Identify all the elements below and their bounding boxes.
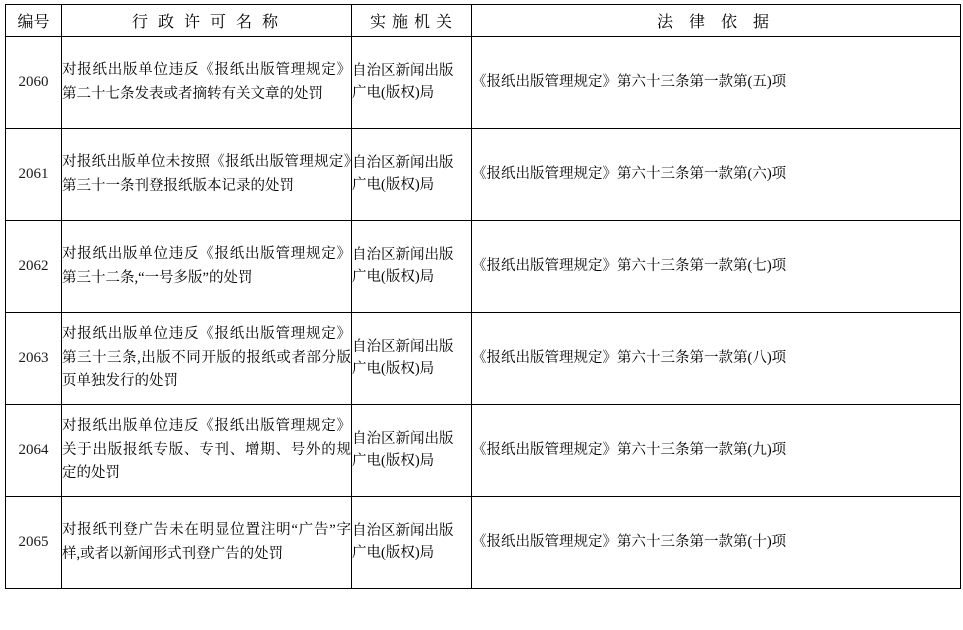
organization-line-2: 广电(版权)局 <box>352 268 435 285</box>
organization-line-2: 广电(版权)局 <box>352 452 435 469</box>
table-row <box>6 313 961 405</box>
cell-organization <box>352 313 472 405</box>
table-header-row <box>6 5 961 37</box>
cell-id: 2065 <box>6 497 62 589</box>
cell-license-name: 对报纸出版单位违反《报纸出版管理规定》第二十七条发表或者摘转有关文章的处罚 <box>62 37 352 129</box>
organization-line-1: 自治区新闻出版 <box>352 522 454 539</box>
organization-line-1: 自治区新闻出版 <box>352 246 454 263</box>
cell-organization <box>352 221 472 313</box>
cell-id: 2063 <box>6 313 62 405</box>
organization-line-1: 自治区新闻出版 <box>352 154 454 171</box>
cell-license-name: 对报纸出版单位违反《报纸出版管理规定》第三十三条,出版不同开版的报纸或者部分版页单独发行的处罚 <box>62 313 352 405</box>
column-header-name: 行 政 许 可 名 称 <box>62 5 352 37</box>
organization-line-1: 自治区新闻出版 <box>352 338 454 355</box>
cell-organization <box>352 129 472 221</box>
organization-line-1: 自治区新闻出版 <box>352 62 454 79</box>
cell-id: 2064 <box>6 405 62 497</box>
column-header-id: 编号 <box>6 5 62 37</box>
column-header-law: 法 律 依 据 <box>472 5 961 37</box>
table-row <box>6 129 961 221</box>
cell-license-name: 对报纸出版单位违反《报纸出版管理规定》第三十二条,“一号多版”的处罚 <box>62 221 352 313</box>
cell-legal-basis: 《报纸出版管理规定》第六十三条第一款第(五)项 <box>472 37 961 129</box>
cell-legal-basis: 《报纸出版管理规定》第六十三条第一款第(八)项 <box>472 313 961 405</box>
cell-legal-basis: 《报纸出版管理规定》第六十三条第一款第(十)项 <box>472 497 961 589</box>
table-row <box>6 405 961 497</box>
organization-line-2: 广电(版权)局 <box>352 544 435 561</box>
cell-license-name: 对报纸刊登广告未在明显位置注明“广告”字样,或者以新闻形式刊登广告的处罚 <box>62 497 352 589</box>
administrative-license-table <box>5 4 961 589</box>
organization-line-2: 广电(版权)局 <box>352 360 435 377</box>
cell-id: 2060 <box>6 37 62 129</box>
cell-license-name: 对报纸出版单位违反《报纸出版管理规定》关于出版报纸专版、专刊、增期、号外的规定的处罚 <box>62 405 352 497</box>
organization-line-2: 广电(版权)局 <box>352 84 435 101</box>
table-row <box>6 37 961 129</box>
column-header-org: 实 施 机 关 <box>352 5 472 37</box>
cell-organization <box>352 37 472 129</box>
organization-line-1: 自治区新闻出版 <box>352 430 454 447</box>
table-row <box>6 497 961 589</box>
cell-organization <box>352 405 472 497</box>
cell-id: 2061 <box>6 129 62 221</box>
cell-id: 2062 <box>6 221 62 313</box>
cell-license-name: 对报纸出版单位未按照《报纸出版管理规定》第三十一条刊登报纸版本记录的处罚 <box>62 129 352 221</box>
organization-line-2: 广电(版权)局 <box>352 176 435 193</box>
table-body <box>6 37 961 589</box>
cell-legal-basis: 《报纸出版管理规定》第六十三条第一款第(六)项 <box>472 129 961 221</box>
cell-legal-basis: 《报纸出版管理规定》第六十三条第一款第(九)项 <box>472 405 961 497</box>
cell-legal-basis: 《报纸出版管理规定》第六十三条第一款第(七)项 <box>472 221 961 313</box>
table-row <box>6 221 961 313</box>
cell-organization <box>352 497 472 589</box>
table-header <box>6 5 961 37</box>
